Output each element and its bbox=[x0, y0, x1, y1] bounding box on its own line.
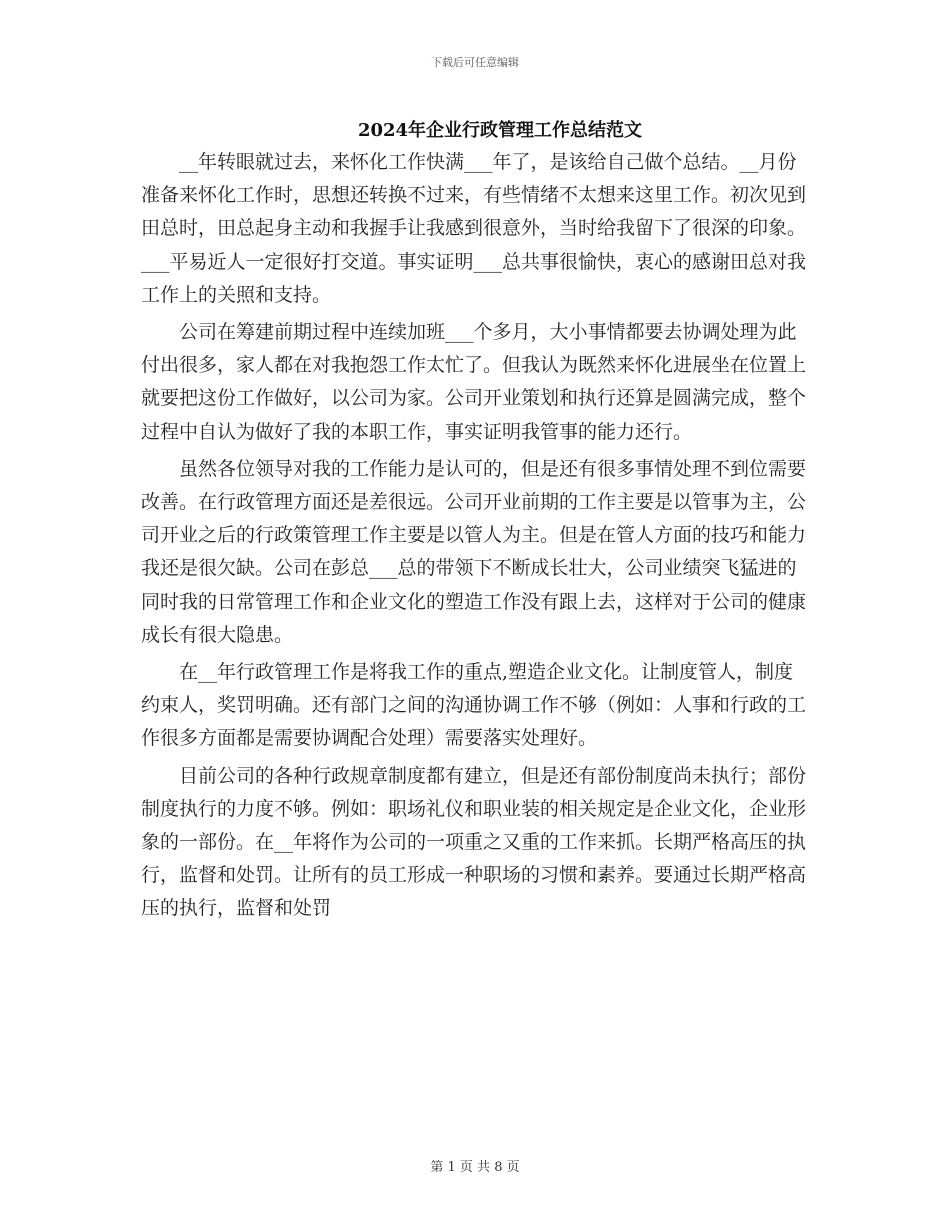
document-body bbox=[141, 146, 806, 930]
page-footer: 第 1 页 共 8 页 bbox=[430, 1160, 520, 1175]
paragraph-1: __年转眼就过去，来怀化工作快满___年了，是该给自己做个总结。__月份准备来怀化工作时，思想还转换不过来，有些情绪不太想来这里工作。初次见到田总时，田总起身主动和我握手让我感到很意外，当时给我留下了很深的印象。___平易近人一定很好打交道。事实证明___总共事很愉快，衷心的感谢田总对我工作上的关照和支持。 bbox=[141, 151, 807, 306]
header-note: 下载后可任意编辑 bbox=[431, 56, 519, 69]
document-title: 2024年企业行政管理工作总结范文 bbox=[357, 120, 643, 141]
paragraph-5: 目前公司的各种行政规章制度都有建立，但是还有部份制度尚未执行；部份制度执行的力度不够。例如：职场礼仪和职业装的相关规定是企业文化，企业形象的一部份。在__年将作为公司的一项重之又重的工作来抓。长期严格高压的执行，监督和处罚。让所有的员工形成一种职场的习惯和素养。要通过长期严格高压的执行，监督和处罚 bbox=[141, 764, 807, 920]
paragraph-3: 虽然各位领导对我的工作能力是认可的，但是还有很多事情处理不到位需要改善。在行政管理方面还是差很远。公司开业前期的工作主要是以管事为主，公司开业之后的行政策管理工作主要是以管人为主。但是在管人方面的技巧和能力我还是很欠缺。公司在彭总___总的带领下不断成长壮大，公司业绩突飞猛进的同时我的日常管理工作和企业文化的塑造工作没有跟上去，这样对于公司的健康成长有很大隐患。 bbox=[141, 457, 807, 646]
paragraph-4: 在__年行政管理工作是将我工作的重点,塑造企业文化。让制度管人，制度约束人，奖罚明确。还有部门之间的沟通协调工作不够（例如：人事和行政的工作很多方面都是需要协调配合处理）需要落实处理好。 bbox=[141, 661, 807, 750]
paragraph-2: 公司在筹建前期过程中连续加班___个多月，大小事情都要去协调处理为此付出很多，家人都在对我抱怨工作太忙了。但我认为既然来怀化进展坐在位置上就要把这份工作做好，以公司为家。公司开业策划和执行还算是圆满完成，整个过程中自认为做好了我的本职工作，事实证明我管事的能力还行。 bbox=[141, 321, 807, 443]
